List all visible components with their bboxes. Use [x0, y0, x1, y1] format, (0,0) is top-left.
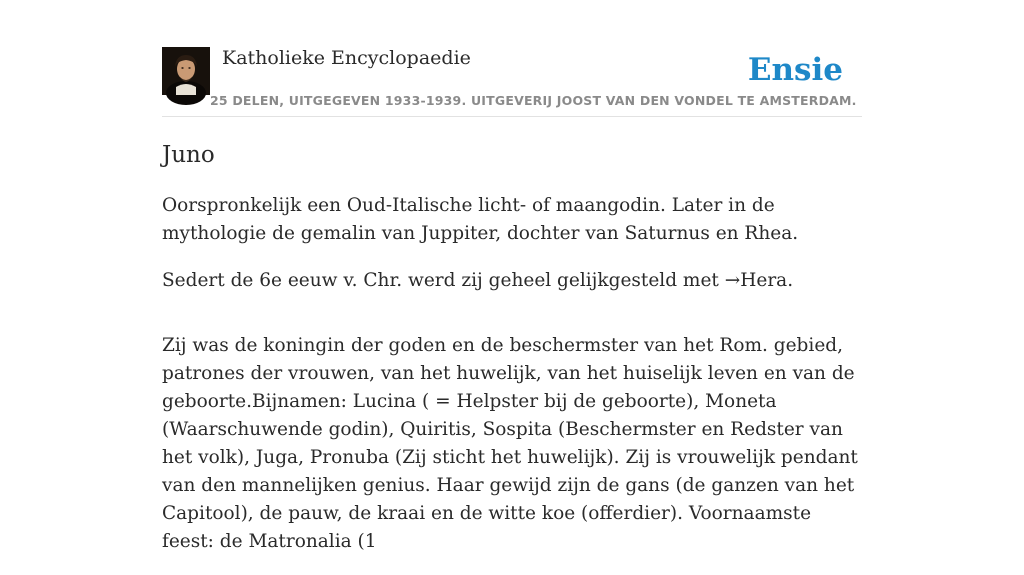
paragraph-3: Zij was de koningin der goden en de beschermster van het Rom. gebied, patrones der vrouwen, van het huwelijk, van het huiselijk leven en van de geboorte.Bijnamen: Lucina ( = Helpster bij de geboorte), Moneta (Waarschuwende godin), Quiritis, Sospita (Beschermster en Redster van het volk), Juga, Pronuba (Zij sticht het huwelijk). Zij is vrouwelijk pendant van den mannelijken genius. Haar gewijd zijn de gans (de ganzen van het Capitool), de pauw, de kraai en de witte koe (offerdier). Voornaamste feest: de Matronalia (1 [162, 335, 858, 552]
portrait-icon [162, 47, 210, 95]
paragraph-2-text: Sedert de 6e eeuw v. Chr. werd zij geheel gelijkgesteld met [162, 270, 725, 291]
source-title[interactable]: Katholieke Encyclopaedie [222, 47, 471, 69]
entry-body [162, 192, 862, 575]
paragraph-2-end: . [787, 270, 794, 291]
paragraph-2 [162, 267, 862, 295]
source-subtitle: 25 DELEN, UITGEGEVEN 1933-1939. UITGEVERIJ JOOST VAN DEN VONDEL TE AMSTERDAM. [210, 93, 857, 108]
source-header [162, 46, 862, 117]
brand-logo-link[interactable]: Ensie [747, 52, 843, 88]
entry-title: Juno [162, 142, 215, 168]
paragraph-1: Oorspronkelijk een Oud-Italische licht- of maangodin. Later in de mythologie de gemalin van Juppiter, dochter van Saturnus en Rhea. [162, 195, 799, 244]
source-avatar[interactable] [162, 47, 210, 95]
cross-reference-link-hera[interactable]: →Hera [724, 270, 788, 291]
